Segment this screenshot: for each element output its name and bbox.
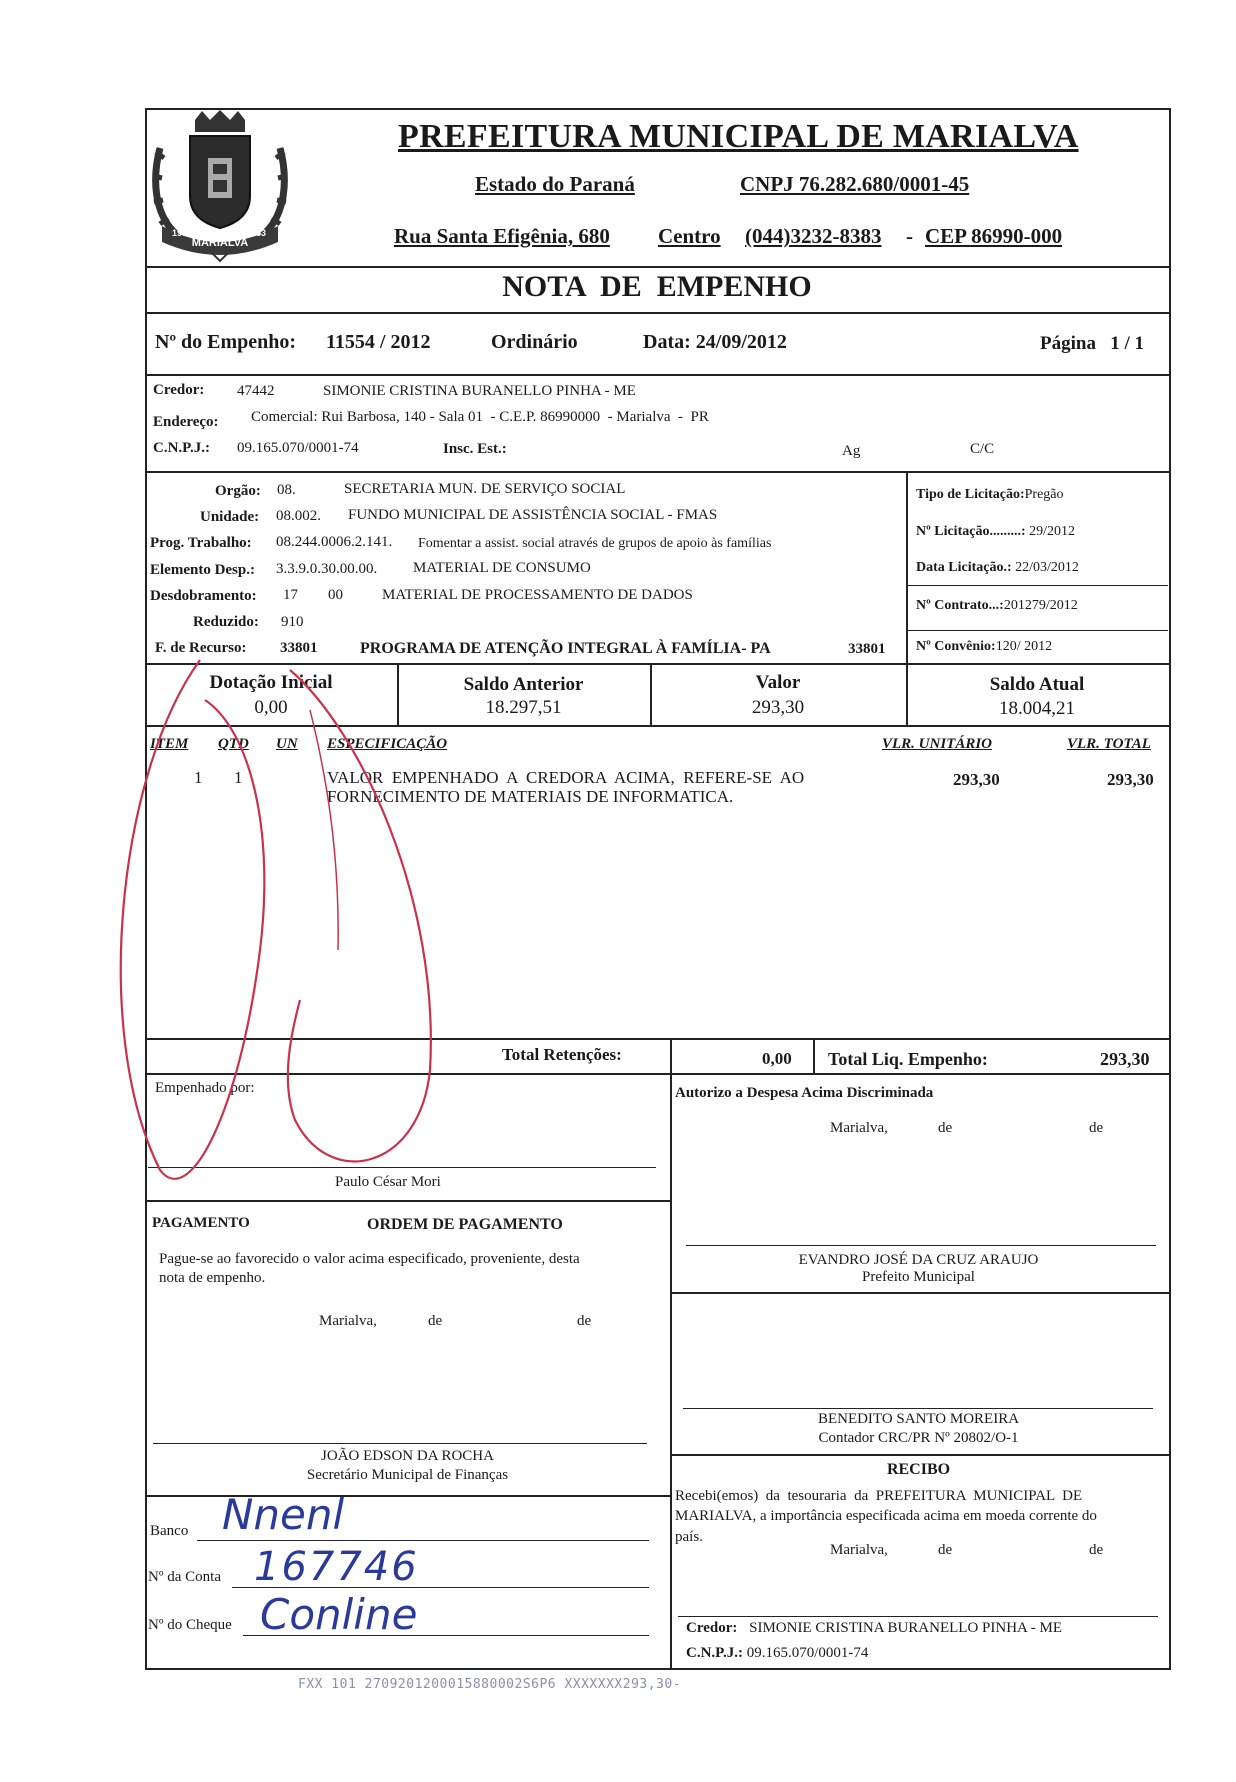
signature-line bbox=[686, 1245, 1156, 1246]
divider bbox=[813, 1038, 815, 1073]
col-qtd-header: QTD bbox=[218, 736, 249, 752]
pagamento-text-1: Pague-se ao favorecido o valor acima especificado, proveniente, desta bbox=[159, 1251, 580, 1267]
licitacao-tipo bbox=[916, 487, 1064, 503]
autorizo-city: Marialva, bbox=[830, 1120, 888, 1136]
pagamento-title: ORDEM DE PAGAMENTO bbox=[367, 1216, 563, 1233]
unidade-code: 08.002. bbox=[276, 508, 321, 524]
col-item-header: ITEM bbox=[150, 736, 189, 752]
signature-line bbox=[153, 1443, 647, 1444]
banco-line bbox=[197, 1540, 649, 1541]
retencoes-label: Total Retenções: bbox=[502, 1045, 622, 1064]
saldo-atual-label: Saldo Atual bbox=[989, 674, 1085, 695]
credor-cnpj: 09.165.070/0001-74 bbox=[237, 440, 359, 456]
banco-label: Banco bbox=[150, 1523, 189, 1539]
pagamento-de-2: de bbox=[577, 1313, 592, 1329]
licitacao-data-value: 22/03/2012 bbox=[1015, 560, 1079, 575]
recibo-title: RECIBO bbox=[886, 1461, 951, 1478]
saldo-anterior-label: Saldo Anterior bbox=[463, 674, 584, 695]
col-total-header: VLR. TOTAL bbox=[1067, 736, 1151, 752]
empenho-page: Página 1 / 1 bbox=[1040, 333, 1144, 354]
desdobramento-name: MATERIAL DE PROCESSAMENTO DE DADOS bbox=[382, 587, 693, 603]
recurso-name: PROGRAMA DE ATENÇÃO INTEGRAL À FAMÍLIA- PA bbox=[360, 640, 771, 657]
ag-label: Ag bbox=[842, 443, 861, 459]
autorizo-signer: EVANDRO JOSÉ DA CRUZ ARAUJO bbox=[798, 1252, 1039, 1268]
licitacao-contrato-value: 201279/2012 bbox=[1003, 598, 1078, 613]
recurso-label: F. de Recurso: bbox=[155, 640, 247, 656]
prog-name: Fomentar a assist. social através de grupos de apoio às famílias bbox=[418, 536, 772, 551]
header-phone-separator: - bbox=[906, 224, 913, 248]
licitacao-num-value: 29/2012 bbox=[1029, 524, 1075, 539]
footer-code: FXX 101 2709201200015880002S6P6 XXXXXXX293,30- bbox=[298, 1677, 682, 1692]
divider bbox=[670, 1073, 672, 1668]
divider bbox=[145, 1200, 670, 1202]
pagamento-city: Marialva, bbox=[319, 1313, 377, 1329]
desdobramento-sub: 00 bbox=[328, 587, 343, 603]
pagamento-label: PAGAMENTO bbox=[152, 1215, 250, 1231]
col-unit-header: VLR. UNITÁRIO bbox=[882, 736, 993, 752]
recibo-cnpj-value: 09.165.070/0001-74 bbox=[746, 1645, 869, 1661]
recurso-code-2: 33801 bbox=[848, 641, 886, 657]
recibo-city: Marialva, bbox=[830, 1542, 888, 1558]
reduzido-label: Reduzido: bbox=[193, 614, 259, 630]
header-address: Rua Santa Efigênia, 680 bbox=[394, 224, 610, 248]
pagamento-text-2: nota de empenho. bbox=[159, 1270, 266, 1286]
seal-year-left: 1951 bbox=[172, 228, 193, 238]
orgao-name: SECRETARIA MUN. DE SERVIÇO SOCIAL bbox=[344, 481, 626, 497]
elemento-name: MATERIAL DE CONSUMO bbox=[413, 560, 591, 576]
recibo-text-1: Recebi(emos) da tesouraria da PREFEITURA MUNICIPAL DE bbox=[675, 1488, 1083, 1504]
empenho-number-label: Nº do Empenho: bbox=[155, 331, 297, 353]
divider bbox=[145, 266, 1169, 268]
divider bbox=[145, 471, 1169, 473]
signature-line bbox=[683, 1408, 1153, 1409]
cheque-handwritten-value: Conline bbox=[260, 1590, 418, 1639]
item-description-line2: FORNECIMENTO DE MATERIAIS DE INFORMATICA. bbox=[327, 787, 734, 806]
empenho-date: Data: 24/09/2012 bbox=[643, 331, 787, 353]
col-espec-header: ESPECIFICAÇÃO bbox=[327, 736, 448, 752]
insc-est-label: Insc. Est.: bbox=[443, 441, 507, 457]
credor-code: 47442 bbox=[237, 383, 275, 399]
licitacao-data bbox=[916, 560, 1079, 576]
autorizo-de-1: de bbox=[938, 1120, 953, 1136]
empenhado-label: Empenhado por: bbox=[155, 1080, 255, 1096]
licitacao-contrato-label: Nº Contrato...: bbox=[916, 598, 1004, 613]
divider bbox=[145, 374, 1169, 376]
conta-handwritten-value: 167746 bbox=[254, 1544, 419, 1590]
recurso-code: 33801 bbox=[280, 640, 318, 656]
prog-label: Prog. Trabalho: bbox=[150, 535, 252, 551]
orgao-label: Orgão: bbox=[215, 483, 261, 499]
item-description-line1: VALOR EMPENHADO A CREDORA ACIMA, REFERE-SE AO bbox=[327, 768, 805, 787]
divider bbox=[906, 585, 1168, 586]
divider bbox=[670, 1292, 1169, 1294]
recibo-cnpj bbox=[686, 1645, 868, 1662]
valor-value: 293,30 bbox=[751, 697, 805, 718]
unidade-name: FUNDO MUNICIPAL DE ASSISTÊNCIA SOCIAL - FMAS bbox=[348, 507, 718, 523]
dotacao-label: Dotação Inicial bbox=[209, 672, 333, 693]
licitacao-num bbox=[916, 524, 1075, 540]
header-state: Estado do Paraná bbox=[475, 172, 635, 196]
empenhado-signer: Paulo César Mori bbox=[335, 1174, 441, 1190]
header-cnpj: CNPJ 76.282.680/0001-45 bbox=[740, 172, 970, 196]
empenho-type: Ordinário bbox=[491, 331, 578, 353]
recibo-credor-name: SIMONIE CRISTINA BURANELLO PINHA - ME bbox=[749, 1620, 1063, 1636]
cc-label: C/C bbox=[970, 441, 995, 457]
licitacao-convenio-value: 120/ 2012 bbox=[995, 639, 1053, 654]
valor-label: Valor bbox=[755, 672, 801, 693]
licitacao-convenio bbox=[916, 639, 1052, 655]
col-un-header: UN bbox=[276, 736, 298, 752]
municipal-seal bbox=[150, 108, 290, 263]
conta-label: Nº da Conta bbox=[148, 1569, 221, 1585]
elemento-label: Elemento Desp.: bbox=[150, 562, 255, 578]
desdobramento-label: Desdobramento: bbox=[150, 588, 257, 604]
contador-role: Contador CRC/PR Nº 20802/O-1 bbox=[818, 1430, 1019, 1446]
header-title: PREFEITURA MUNICIPAL DE MARIALVA bbox=[398, 118, 1079, 155]
header-cep: CEP 86990-000 bbox=[925, 224, 1063, 248]
orgao-code: 08. bbox=[277, 482, 296, 498]
autorizo-de-2: de bbox=[1089, 1120, 1104, 1136]
licitacao-num-label: Nº Licitação.........: bbox=[916, 524, 1026, 539]
recibo-de-2: de bbox=[1089, 1542, 1104, 1558]
pagamento-role: Secretário Municipal de Finanças bbox=[306, 1467, 509, 1483]
item-unit-value: 293,30 bbox=[953, 770, 1000, 789]
address-label: Endereço: bbox=[153, 414, 219, 430]
seal-name-text: MARIALVA bbox=[191, 237, 249, 249]
dotacao-value: 0,00 bbox=[254, 697, 288, 718]
divider bbox=[145, 312, 1169, 314]
credor-label: Credor: bbox=[153, 382, 205, 398]
seal-year-right: 1953 bbox=[246, 228, 267, 238]
desdobramento-code: 17 bbox=[283, 587, 298, 603]
divider bbox=[670, 1454, 1169, 1456]
autorizo-role: Prefeito Municipal bbox=[862, 1269, 975, 1285]
licitacao-convenio-label: Nº Convênio: bbox=[916, 639, 996, 654]
licitacao-tipo-value: Pregão bbox=[1024, 487, 1064, 502]
item-number: 1 bbox=[194, 768, 203, 787]
item-qtd: 1 bbox=[234, 768, 243, 787]
pagamento-de-1: de bbox=[428, 1313, 443, 1329]
contador-signer: BENEDITO SANTO MOREIRA bbox=[817, 1411, 1020, 1427]
pagamento-signer: JOÃO EDSON DA ROCHA bbox=[321, 1448, 494, 1464]
coat-of-arms-icon bbox=[150, 108, 290, 263]
signature-line bbox=[678, 1616, 1158, 1617]
saldo-atual-value: 18.004,21 bbox=[999, 698, 1075, 719]
header-phone: (044)3232-8383 bbox=[745, 224, 882, 248]
autorizo-label: Autorizo a Despesa Acima Discriminada bbox=[675, 1085, 934, 1101]
elemento-code: 3.3.9.0.30.00.00. bbox=[276, 561, 378, 577]
unidade-label: Unidade: bbox=[200, 509, 260, 525]
recibo-credor-label: Credor: bbox=[686, 1620, 738, 1636]
liquido-label: Total Liq. Empenho: bbox=[828, 1049, 988, 1069]
liquido-value: 293,30 bbox=[1100, 1049, 1150, 1069]
licitacao-data-label: Data Licitação.: bbox=[916, 560, 1012, 575]
licitacao-contrato bbox=[916, 598, 1078, 614]
document-title: NOTA DE EMPENHO bbox=[502, 270, 812, 303]
prog-code: 08.244.0006.2.141. bbox=[276, 534, 393, 550]
red-pen-mark bbox=[100, 650, 460, 1190]
banco-handwritten-value: Nnenl bbox=[222, 1490, 345, 1539]
recibo-cnpj-label: C.N.P.J.: bbox=[686, 1645, 743, 1661]
reduzido-value: 910 bbox=[281, 614, 304, 630]
item-total-value: 293,30 bbox=[1107, 770, 1154, 789]
credor-name: SIMONIE CRISTINA BURANELLO PINHA - ME bbox=[323, 383, 636, 399]
divider bbox=[670, 1038, 672, 1073]
header-district: Centro bbox=[658, 224, 721, 248]
recibo-credor bbox=[686, 1620, 1062, 1637]
recibo-de-1: de bbox=[938, 1542, 953, 1558]
cheque-label: Nº do Cheque bbox=[148, 1617, 232, 1633]
saldo-anterior-value: 18.297,51 bbox=[485, 697, 562, 718]
empenho-number: 11554 / 2012 bbox=[326, 331, 431, 353]
credor-address: Comercial: Rui Barbosa, 140 - Sala 01 - C.E.P. 86990000 - Marialva - PR bbox=[251, 409, 709, 425]
recibo-text-3: país. bbox=[675, 1529, 703, 1545]
recibo-text-2: MARIALVA, a importância especificada acima em moeda corrente do bbox=[675, 1508, 1097, 1524]
divider bbox=[906, 630, 1168, 631]
licitacao-tipo-label: Tipo de Licitação: bbox=[916, 487, 1025, 502]
retencoes-value: 0,00 bbox=[762, 1049, 792, 1068]
divider bbox=[906, 471, 908, 663]
cnpj-label: C.N.P.J.: bbox=[153, 440, 210, 456]
